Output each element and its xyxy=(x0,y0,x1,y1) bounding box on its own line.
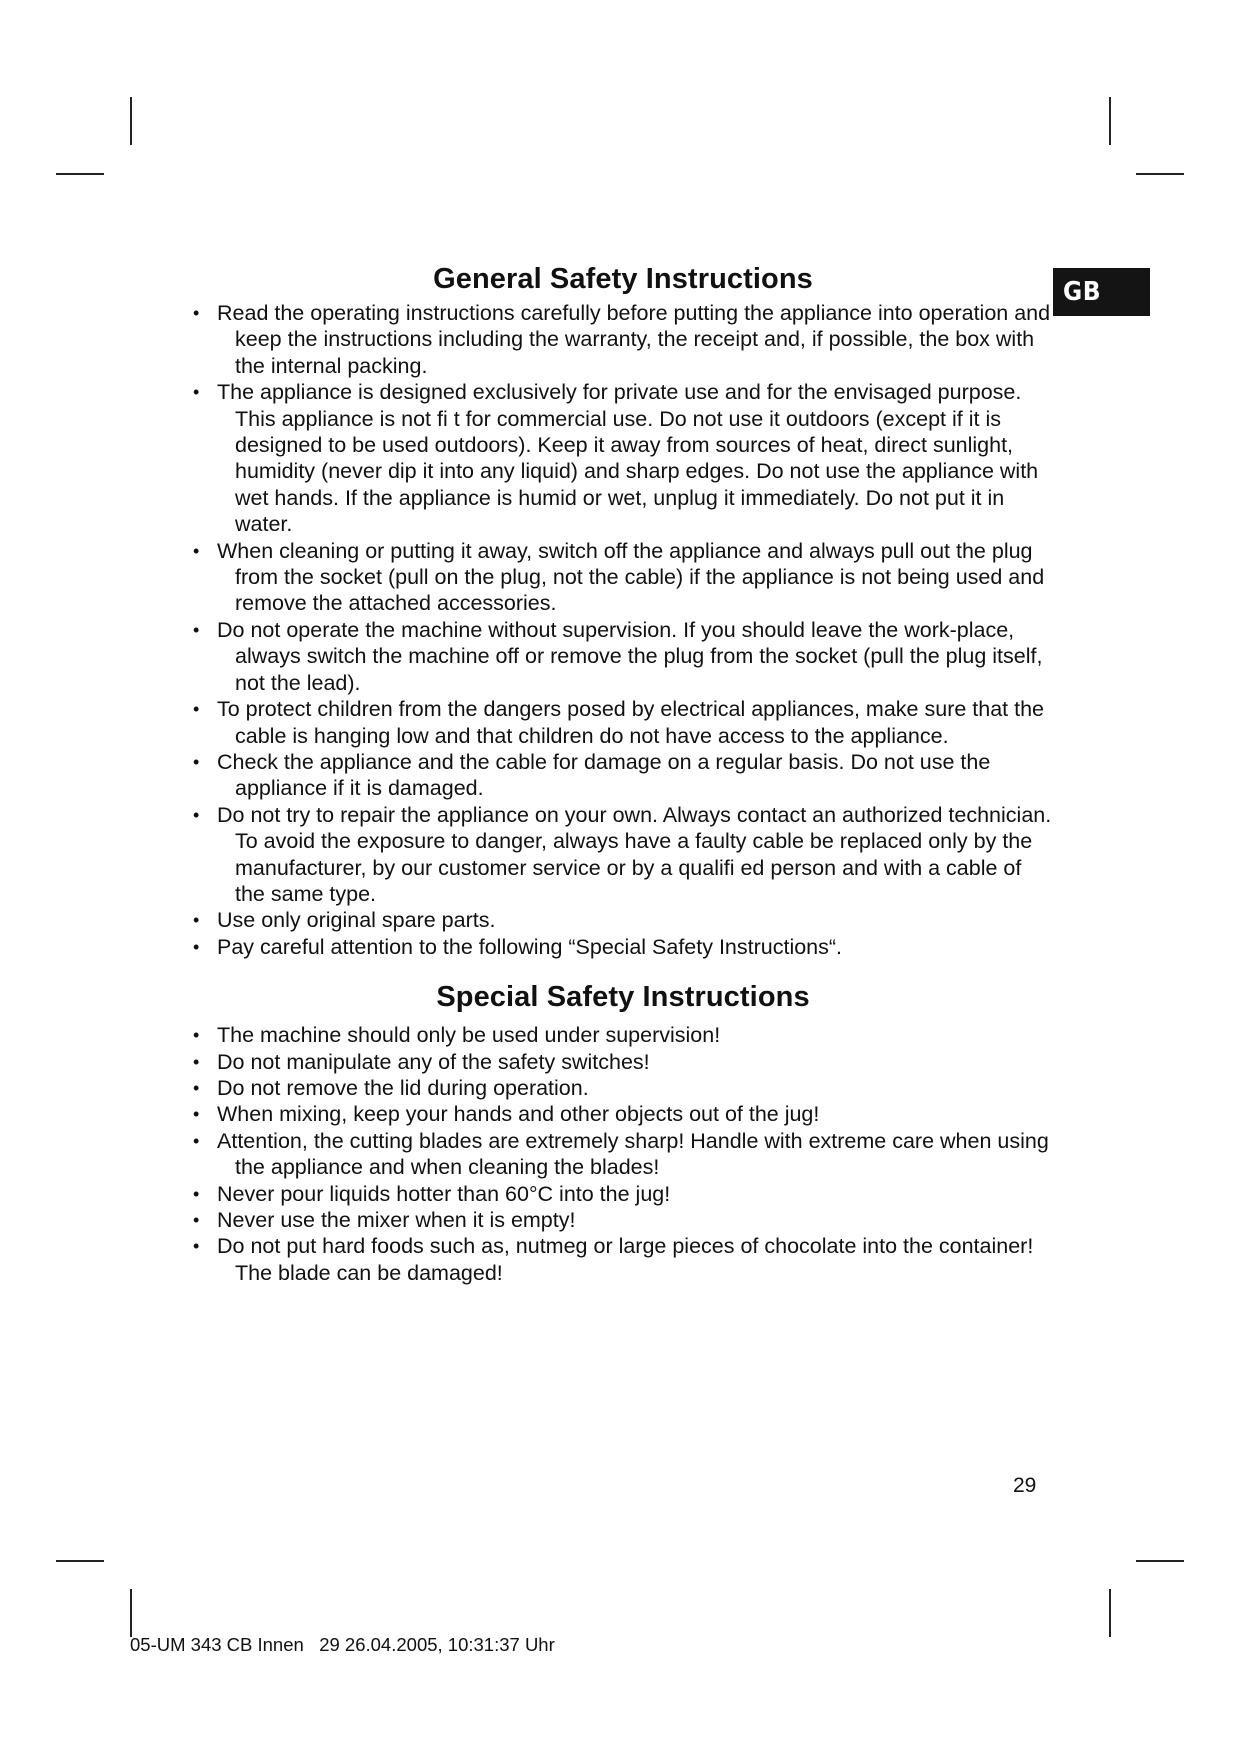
list-item: • When cleaning or putting it away, switch off the appliance and always pull out the plug from the socket (pull on the plug, not the cable) if the appliance is not being used and remove the attached accessories. xyxy=(193,538,1053,617)
list-item: • The machine should only be used under supervision! xyxy=(193,1022,1053,1048)
crop-mark-top-left-horizontal xyxy=(56,173,104,175)
general-safety-title: General Safety Instructions xyxy=(433,263,813,295)
list-item: • The appliance is designed exclusively for private use and for the envisaged purpose. This appliance is not fi t for commercial use. Do not use it outdoors (except if it is designed to be used outdoors). Keep it away from sources of heat, direct sunlight, humidity (never dip it into any liquid) and sharp edges. Do not use the appliance with wet hands. If the appliance is humid or wet, unplug it immediately. Do not put it in water. xyxy=(193,379,1053,537)
list-item: • Use only original spare parts. xyxy=(193,907,1053,933)
crop-mark-top-left-vertical xyxy=(130,97,132,145)
list-item: • Never use the mixer when it is empty! xyxy=(193,1207,1053,1233)
list-item: • Do not try to repair the appliance on your own. Always contact an authorized technician. To avoid the exposure to danger, always have a faulty cable be replaced only by the manufacturer, by our customer service or by a qualifi ed person and with a cable of the same type. xyxy=(193,802,1053,908)
crop-mark-bottom-right-horizontal xyxy=(1136,1560,1184,1562)
print-slug: 05-UM 343 CB Innen 29 26.04.2005, 10:31:37 Uhr xyxy=(130,1634,555,1655)
list-item: • Check the appliance and the cable for damage on a regular basis. Do not use the appliance if it is damaged. xyxy=(193,749,1053,802)
list-item: • Pay careful attention to the following “Special Safety Instructions“. xyxy=(193,934,1053,960)
list-item: • To protect children from the dangers posed by electrical appliances, make sure that the cable is hanging low and that children do not have access to the appliance. xyxy=(193,696,1053,749)
crop-mark-bottom-left-vertical xyxy=(130,1589,132,1637)
list-item: • Read the operating instructions carefully before putting the appliance into operation and keep the instructions including the warranty, the receipt and, if possible, the box with the internal packing. xyxy=(193,300,1053,379)
list-item: • Do not manipulate any of the safety switches! xyxy=(193,1049,1053,1075)
language-tab: GB xyxy=(1053,268,1150,316)
list-item: • Do not remove the lid during operation. xyxy=(193,1075,1053,1101)
crop-mark-bottom-left-horizontal xyxy=(56,1560,104,1562)
list-item: • Never pour liquids hotter than 60°C into the jug! xyxy=(193,1181,1053,1207)
crop-mark-top-right-vertical xyxy=(1109,97,1111,145)
general-safety-list xyxy=(193,300,1053,960)
list-item: • Do not operate the machine without supervision. If you should leave the work-place, always switch the machine off or remove the plug from the socket (pull the plug itself, not the lead). xyxy=(193,617,1053,696)
page-number: 29 xyxy=(1013,1474,1037,1497)
crop-mark-top-right-horizontal xyxy=(1136,173,1184,175)
list-item: • Attention, the cutting blades are extremely sharp! Handle with extreme care when using the appliance and when cleaning the blades! xyxy=(193,1128,1053,1181)
special-safety-list xyxy=(193,1022,1053,1286)
special-safety-title: Special Safety Instructions xyxy=(436,981,810,1014)
list-item: • Do not put hard foods such as, nutmeg or large pieces of chocolate into the container! The blade can be damaged! xyxy=(193,1233,1053,1286)
main-content xyxy=(193,258,1053,1286)
crop-mark-bottom-right-vertical xyxy=(1109,1589,1111,1637)
list-item: • When mixing, keep your hands and other objects out of the jug! xyxy=(193,1101,1053,1127)
